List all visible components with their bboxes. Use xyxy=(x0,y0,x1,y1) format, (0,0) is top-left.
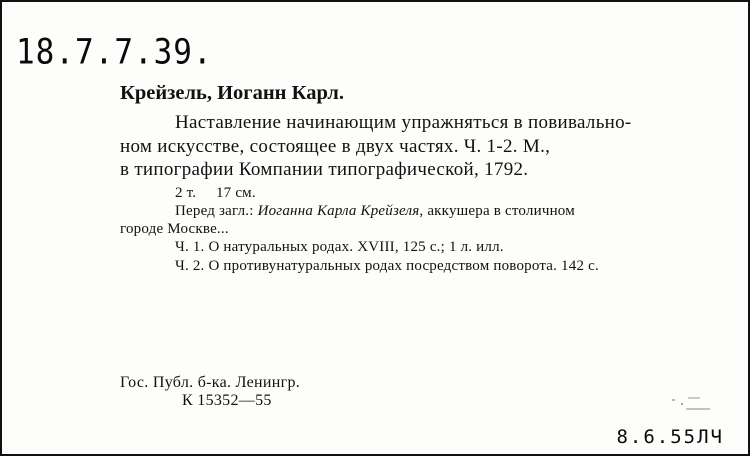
faint-stamp-mark xyxy=(670,394,714,416)
call-number: 18.7.7.39. xyxy=(16,32,213,73)
print-order: К 15352—55 xyxy=(182,392,272,409)
title-line-1: Наставление начинающим упражняться в повивально- xyxy=(175,112,632,133)
physical-description: 2 т. 17 см. xyxy=(175,185,256,201)
contents-part-1: Ч. 1. О натуральных родах. XVIII, 125 с.; 1 л. илл. xyxy=(175,239,504,255)
library-name: Гос. Публ. б-ка. Ленингр. xyxy=(120,374,301,391)
contents-part-2: Ч. 2. О противунатуральных родах посредством поворота. 142 с. xyxy=(175,258,599,274)
author-heading: Крейзель, Иоганн Карл. xyxy=(120,82,344,104)
inventory-number: 8.6.55ЛЧ xyxy=(616,426,724,448)
title-note-line-2: городе Москве... xyxy=(120,221,229,237)
title-note-author: Иоганна Карла Крейзеля xyxy=(257,203,420,219)
title-note-line-1 xyxy=(175,203,575,220)
title-line-3: в типографии Компании типографической, 1792. xyxy=(120,159,529,180)
title-line-2: ном искусстве, состоящее в двух частях. Ч. 1-2. М., xyxy=(120,136,551,157)
title-note-prefix: Перед загл.: xyxy=(175,203,258,219)
title-note-suffix: , аккушера в столичном xyxy=(419,203,575,219)
